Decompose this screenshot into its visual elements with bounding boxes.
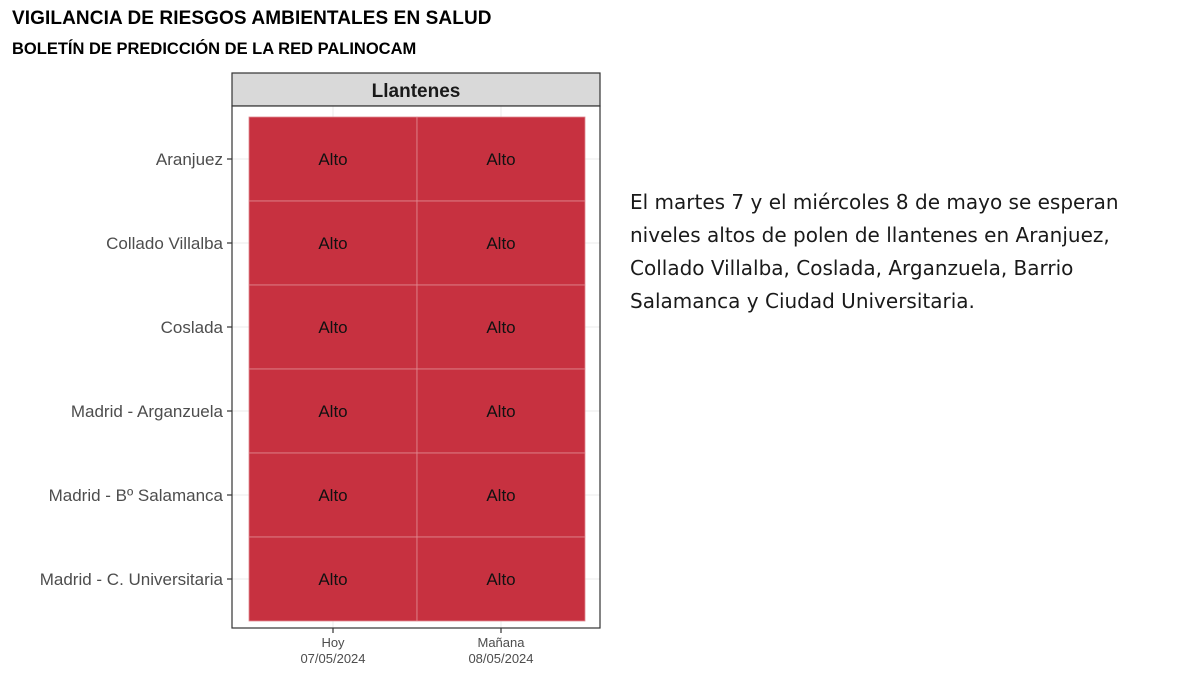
cell-label: Alto [318, 402, 348, 421]
y-tick-label: Madrid - Bº Salamanca [48, 486, 223, 505]
cell-label: Alto [318, 234, 348, 253]
cell-label: Alto [486, 570, 516, 589]
bulletin-subtitle: BOLETÍN DE PREDICCIÓN DE LA RED PALINOCAM [12, 40, 417, 58]
facet-title: Llantenes [371, 81, 461, 102]
y-tick-label: Madrid - Arganzuela [70, 402, 223, 421]
cell-label: Alto [318, 486, 348, 505]
y-tick-label: Collado Villalba [106, 234, 223, 253]
cell-label: Alto [486, 486, 516, 505]
bulletin-title: VIGILANCIA DE RIESGOS AMBIENTALES EN SALUD [12, 8, 492, 29]
forecast-description [630, 186, 1190, 318]
cell-label: Alto [318, 150, 348, 169]
description-line: niveles altos de polen de llantenes en Aranjuez, [630, 223, 1110, 247]
cell-label: Alto [486, 402, 516, 421]
cell-label: Alto [318, 570, 348, 589]
x-tick-date: 08/05/2024 [468, 651, 534, 666]
cell-label: Alto [318, 318, 348, 337]
cell-label: Alto [486, 150, 516, 169]
description-line: Collado Villalba, Coslada, Arganzuela, Barrio [630, 256, 1074, 280]
description-line: El martes 7 y el miércoles 8 de mayo se esperan [630, 190, 1119, 214]
x-tick-label: Mañana [477, 635, 525, 650]
x-tick-date: 07/05/2024 [300, 651, 366, 666]
y-tick-label: Coslada [160, 318, 223, 337]
x-tick-label: Hoy [321, 635, 345, 650]
cell-label: Alto [486, 318, 516, 337]
y-tick-label: Madrid - C. Universitaria [39, 570, 223, 589]
cell-label: Alto [486, 234, 516, 253]
description-line: Salamanca y Ciudad Universitaria. [630, 289, 975, 313]
y-tick-label: Aranjuez [155, 150, 223, 169]
